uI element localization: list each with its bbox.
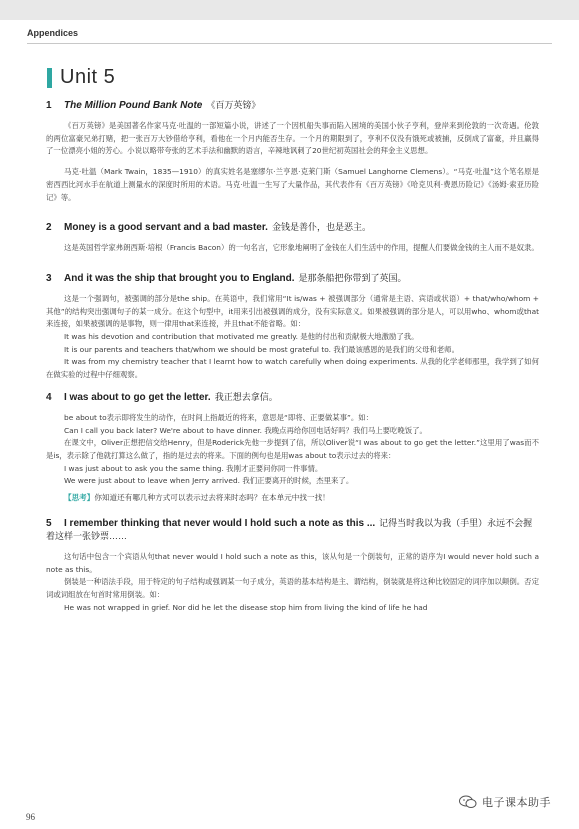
example-sentence: It was his devotion and contribution that motivated me greatly. 是他的付出和贡献极大地激励了我。 — [64, 332, 419, 342]
top-gray-strip — [0, 0, 579, 20]
section-number: 3 — [46, 272, 52, 284]
paragraph: 《百万英镑》是美国著名作家马克·吐温的一部短篇小说，讲述了一个因机船失事而陷入困境的美国小伙子亨利，登岸来到伦敦的一次奇遇。伦敦的两位富豪兄弟打赌，把一张百万大钞借给亨利，看他在一个月内能否生存。一个月的期限到了，亨利不仅没有饿死或被捕，反倒成了富豪，并且赢得了一位漂亮小姐的芳心。小说以略带夸张的艺术手法和幽默的语言，辛辣地讽刺了20世纪初英国社会的拜金主义思想。 — [46, 121, 539, 156]
watermark — [459, 794, 551, 810]
section-title-en: I was about to go get the letter. — [64, 391, 211, 403]
example-sentence: Can I call you back later? We're about to have dinner. 我晚点再给你回电话好吗？我们马上要吃晚饭了。 — [64, 425, 427, 435]
watermark-text: 电子课本助手 — [482, 796, 551, 809]
paragraph: 在课文中，Oliver正想把信交给Henry，但是Roderick先他一步提到了信，所以Oliver说“I was about to go get the letter.”这里用了was而不是is，表示除了他就打算这么做了，指的是过去的将来。下面的例句也是用was about to表示过去的将来： — [46, 438, 539, 460]
header-divider — [27, 43, 552, 44]
section-title-cn: 我正想去拿信。 — [214, 391, 278, 402]
section-heading — [46, 98, 539, 111]
section-title-en: The Million Pound Bank Note — [64, 100, 203, 111]
notes-content — [46, 98, 539, 615]
paragraph: 这句话中包含一个宾语从句that never would I hold such a note as this，该从句是一个倒装句，正常的语序为I would never hold such a note as this。 — [46, 552, 539, 574]
section-title-en: And it was the ship that brought you to England. — [64, 272, 295, 284]
think-prompt — [64, 492, 539, 504]
example-sentence: It was from my chemistry teacher that I learnt how to watch carefully when doing experiments. 从我的化学老师那里，我学到了如何在做实验的过程中仔细观察。 — [46, 357, 539, 380]
paragraph: 马克·吐温（Mark Twain，1835—1910）的真实姓名是塞缪尔·兰亨恩·克莱门斯（Samuel Langhorne Clemens）。“马克·吐温”这个笔名原是密西西比河水手在航道上测量水的深度时所用的术语。马克·吐温一生写了大量作品，其代表作有《百万英镑》《哈克贝利·费恩历险记》《汤姆·索亚历险记》等。 — [46, 167, 539, 202]
page-number: 96 — [26, 812, 35, 822]
section-number: 5 — [46, 518, 52, 530]
section-title-en: I remember thinking that never would I hold such a note as this ... — [64, 518, 376, 530]
example-sentence: We were just about to leave when Jerry arrived. 我们正要离开的时候，杰里来了。 — [64, 476, 354, 486]
paragraph: 倒装是一种语法手段，用于特定的句子结构或强调某一句子成分，英语的基本结构是主、谓结构，倒装就是将这种比较固定的词序加以颠倒。否定词或词组放在句首时常用倒装。如： — [46, 577, 539, 600]
section-heading — [46, 220, 539, 233]
section-heading — [46, 516, 539, 542]
section-number: 2 — [46, 222, 52, 234]
think-text: 你知道还有哪几种方式可以表示过去将来时态吗？在本单元中找一找！ — [94, 493, 330, 503]
unit-title: Unit 5 — [60, 66, 116, 88]
example-sentence: I was just about to ask you the same thing. 我刚才正要问你同一件事情。 — [64, 463, 323, 473]
example-sentence: It is our parents and teachers that/whom we should be most grateful to. 我们最该感恩的是我们的父母和老师。 — [64, 344, 459, 354]
section-title-cn: 是那条船把你带到了英国。 — [298, 272, 407, 283]
unit-accent-bar — [47, 68, 52, 88]
section-title-cn: 《百万英镑》 — [206, 100, 261, 110]
page-header — [0, 20, 579, 44]
section-number: 4 — [46, 391, 52, 403]
paragraph: be about to表示即将发生的动作，在时间上指最近的将来，意思是“即将、正要做某事”。如： — [64, 412, 374, 422]
section-title-cn: 记得当时我以为我（手里）永远不会握着这样一张钞票…… — [46, 518, 533, 542]
section-title-en: Money is a good servant and a bad master. — [64, 222, 268, 234]
section-title-cn: 金钱是善仆，也是恶主。 — [271, 222, 371, 233]
section-heading — [46, 271, 539, 284]
paragraph: 这是英国哲学家弗朗西斯·培根（Francis Bacon）的一句名言，它形象地阐明了金钱在人们生活中的作用，提醒人们要做金钱的主人而不是奴隶。 — [64, 243, 539, 253]
think-tag: 【思考】 — [64, 493, 95, 503]
section-number: 1 — [46, 100, 52, 111]
wechat-icon — [459, 795, 477, 809]
section-heading — [46, 390, 539, 403]
header-section-title: Appendices — [27, 28, 79, 38]
paragraph: 这是一个强调句，被强调的部分是the ship。在英语中，我们常用“It is/was + 被强调部分（通常是主语、宾语或状语）+ that/who/whom + 其他”的结构突出强调句子的某一成分。在这个句型中，it用来引出被强调的成分，没有实际意义。如果被强调的部分是人，可以用who、whom或that来连接，如果被强调的是事物，则一律用that来连接，并且that不能省略。如： — [46, 293, 539, 329]
example-sentence: He was not wrapped in grief. Nor did he let the disease stop him from living the kind of life he had — [64, 602, 428, 612]
